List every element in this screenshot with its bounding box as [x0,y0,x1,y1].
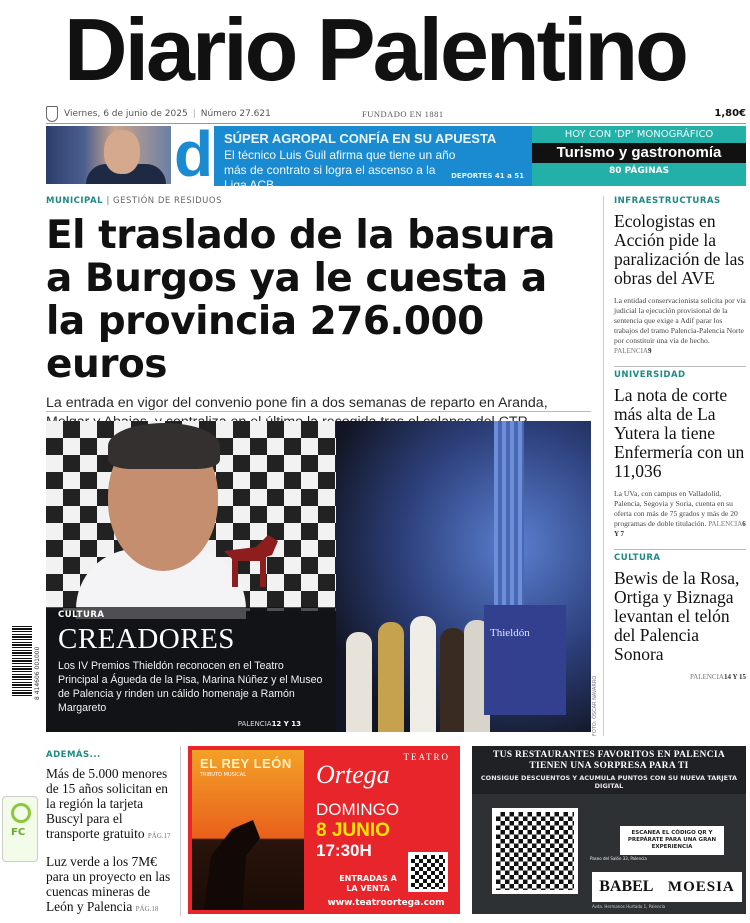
sport-teaser-ref [451,172,524,180]
photo-credit: FOTO: ÓSCAR NAVARRO [592,675,598,736]
restaurant-ad-band [472,746,746,794]
sport-ref-label: DEPORTES [451,172,493,180]
lead-summary-text: La entrada en vigor del convenio pone fin a dos semanas de reparto en Aranda, [46,395,548,411]
culture-title: CREADORES [58,623,235,655]
column-divider [603,196,604,736]
sport-teaser-text: El técnico Luis Guil afirma que tiene un año más de contrato si logra el ascenso a la Liga ACB [224,148,456,192]
more-news-label: ADEMÁS... [46,750,101,760]
stage-poster: Thieldón [484,605,566,715]
lead-section-divider: | [106,196,114,206]
sidebar-section: INFRAESTRUCTURAS [614,196,721,206]
stage-curtain [494,421,524,611]
sidebar-ref-page: 6 Y 7 [614,520,746,538]
ads-divider [180,746,181,916]
sidebar-story-culture[interactable] [614,549,746,682]
sidebar-ref-label: PALENCIA [689,673,724,681]
sidebar-ref-label: PALENCIA [708,520,743,528]
issue-price: 1,80€ [714,108,746,119]
fc-ring-icon [11,803,31,823]
sidebar-story-infrastructure[interactable] [614,196,746,356]
masthead [0,0,750,100]
newspaper-title: Diario Palentino [64,0,686,99]
theatre-brand-top: TEATRO [403,752,450,762]
sidebar-body [614,489,746,539]
pride-rock-silhouette [204,820,274,910]
sport-letter-logo: d [174,118,214,190]
sidebar-section: CULTURA [614,553,661,563]
restaurant-address: Avda. Hermanos Hurtado 1, Palencia [592,904,666,909]
theatre-brand [316,752,456,792]
monograph-teaser[interactable] [532,126,746,186]
barcode-number: 8 414606 001000 [34,646,41,700]
show-hour: 17:30H [316,841,372,860]
show-subtitle: TRIBUTO MUSICAL [200,772,246,778]
culture-body: Los IV Premios Thieldón reconocen en el Teatro Principal a Águeda de la Pisa, Marina Núñez y el Museo de Palencia y rinden un cálido homenaje a Ramón Margareto [58,660,323,714]
more-news [46,750,176,917]
show-title: EL REY LEÓN [200,756,292,771]
dateline-separator: | [192,108,196,119]
more-news-ref: PÁG.18 [135,905,159,913]
restaurant-qr-code[interactable] [492,808,578,894]
lead-divider [46,411,591,412]
qr-pattern [496,812,574,890]
person [378,622,404,732]
restaurant-ad[interactable] [472,746,746,914]
sidebar-ref-label: PALENCIA [614,347,648,355]
restaurant-location: Paseo del Salón 33, Palencia [590,856,647,861]
lead-section-name: MUNICIPAL [46,196,103,206]
culture-page-ref [238,720,301,728]
sidebar-ref-page: 9 [647,347,652,355]
theatre-url[interactable]: www.teatroortega.com [327,898,445,908]
theatre-qr-code[interactable] [408,852,448,892]
scan-instruction: ESCANEA EL CÓDIGO QR Y PREPÁRATE PARA UNA GRAN EXPERIENCIA [620,826,724,855]
dateline [46,104,746,124]
sidebar-story-university[interactable] [614,366,746,539]
sidebar-headline: Ecologistas en Acción pide la paralización de las obras del AVE [614,211,745,288]
sidebar-body-text: La UVa, con campus en Valladolid, Palencia, Segovia y Soria, cuenta en su oferta con más de 75 grados y más de 20 programas de doble titulación. [614,489,738,528]
sidebar-headline: La nota de corte más alta de La Yutera la tiene Enfermería con un 11,036 [614,385,745,481]
culture-overlay [46,607,336,732]
coach-photo [46,126,171,184]
culture-ref-page: 12 Y 13 [271,720,301,728]
culture-feature[interactable] [46,421,591,732]
babel-logo: BABEL [599,878,654,895]
award-winners [336,601,486,732]
sport-ref-pages: 41 a 51 [494,172,524,180]
show-date: 8 JUNIO [316,820,390,841]
sidebar-page-ref [690,673,746,681]
person [440,628,466,732]
sidebar-body [614,672,746,682]
lead-section [46,196,591,206]
more-news-ref: PÁG.17 [147,832,171,840]
more-news-item[interactable] [46,854,176,917]
founded-note: FUNDADO EN 1881 [362,108,444,119]
qr-pattern [411,855,445,889]
fc-badge [2,796,38,862]
sidebar-page-ref [614,347,651,355]
coach-photo-face [104,130,140,174]
monograph-title: Turismo y gastronomía [532,143,746,163]
city-crest-icon [46,106,58,122]
lead-subsection: GESTIÓN DE RESIDUOS [113,196,222,206]
lead-headline: El traslado de la basura a Burgos ya le cuesta a la provincia 276.000 euros [46,213,555,387]
fc-badge-label: FC [11,827,26,838]
sidebar-ref-page: 14 Y 15 [723,673,746,681]
restaurant-ad-head: TUS RESTAURANTES FAVORITOS EN PALENCIA TIENEN UNA SORPRESA PARA TI [492,750,726,771]
culture-ref-label: PALENCIA [237,720,272,728]
issue-date: Viernes, 6 de junio de 2025 [64,108,188,119]
portrait-hair [108,423,220,469]
sidebar-body-text: La entidad conservacionista solicita por vía judicial la ejecución provisional de la sentencia que exige a Adif parar los trabajos del tramo Palencia-Palencia Norte por constituir una vía de hecho. [614,296,746,345]
sidebar-section: UNIVERSIDAD [614,370,686,380]
monograph-pages: 80 PÁGINAS [608,166,670,176]
lead-story[interactable] [46,196,591,434]
moesia-logo: MOESIA [667,878,735,895]
sidebar-body [614,296,746,356]
restaurant-logos [592,872,742,902]
sport-teaser-head: SÚPER AGROPAL CONFÍA EN SU APUESTA [224,131,497,146]
more-news-item[interactable] [46,766,176,844]
tickets-on-sale: ENTRADAS A LA VENTA [339,874,397,893]
show-schedule [316,800,399,861]
more-news-text: Luz verde a los 7M€ para un proyecto en las cuencas mineras de León y Palencia [46,854,171,914]
more-news-text: Más de 5.000 menores de 15 años solicitan en la región la tarjeta Buscyl para el transporte gratuito [46,766,168,841]
show-day: DOMINGO [316,800,400,819]
restaurant-ad-sub: CONSIGUE DESCUENTOS Y ACUMULA PUNTOS CON SU NUEVA TARJETA DIGITAL [480,774,738,790]
culture-section: CULTURA [58,610,105,620]
barcode [12,626,32,696]
sidebar-headline: Bewis de la Rosa, Ortiga y Biznaga levantan el telón del Palencia Sonora [614,568,740,664]
theatre-ad[interactable] [188,746,460,914]
show-poster [192,750,304,910]
theatre-brand-name: Ortega [316,760,390,789]
issue-number: Número 27.621 [200,108,271,119]
monograph-head: HOY CON 'DP' MONOGRÁFICO [564,129,714,140]
promo-bar [46,118,746,192]
person [410,616,436,732]
horse-sculpture-icon [216,531,286,591]
person [346,632,372,732]
sport-teaser[interactable] [214,126,532,192]
sidebar [614,196,746,682]
